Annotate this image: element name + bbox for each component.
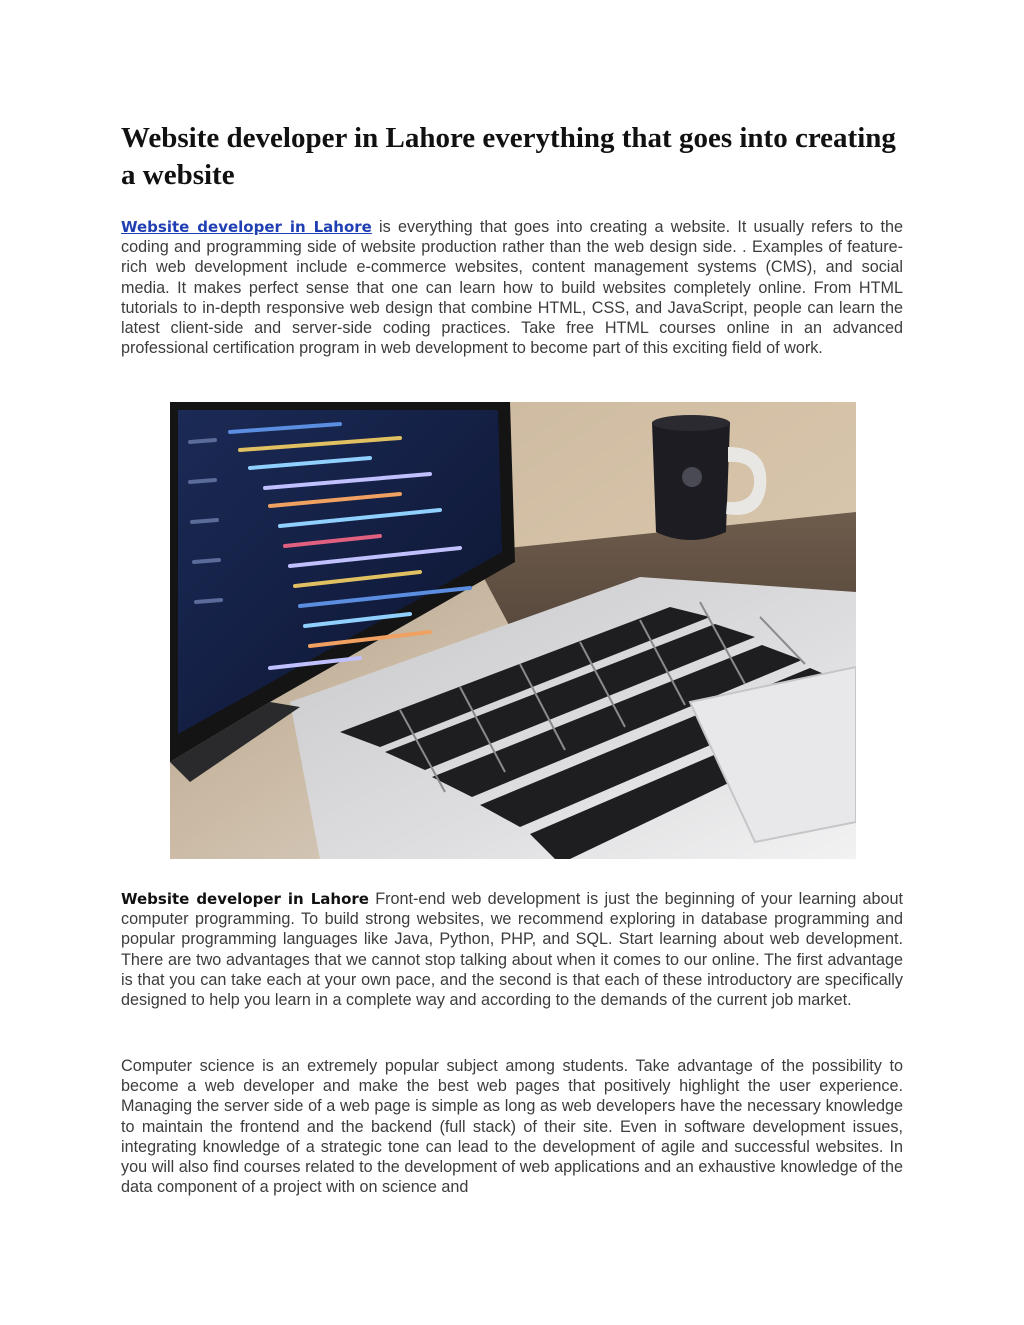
intro-paragraph xyxy=(121,217,903,358)
second-paragraph-text: Front-end web development is just the beginning of your learning about computer programming. To build strong websites, we recommend exploring in database programming and popular programming languages like Java, Python, PHP, and SQL. Start learning about web development. There are two advantages that we cannot stop talking about when it comes to our online. The first advantage is that you can take each at your own pace, and the second is that each of these introductory are specifically designed to help you learn in a complete way and according to the demands of the current job market. xyxy=(121,890,903,1010)
third-paragraph: Computer science is an extremely popular subject among students. Take advantage of the possibility to become a web developer and make the best web pages that positively highlight the user experience. Managing the server side of a web page is simple as long as web developers have the necessary knowledge to maintain the frontend and the backend (full stack) of their site. Even in software development issues, integrating knowledge of a strategic tone can lead to the development of agile and successful websites. In you will also find courses related to the development of web applications and an exhaustive knowledge of the data component of a project with on science and xyxy=(121,1057,903,1197)
page-title: Website developer in Lahore everything that goes into creating a website xyxy=(121,122,896,191)
intro-paragraph-text: is everything that goes into creating a website. It usually refers to the coding and programming side of website production rather than the web design side. . Examples of feature-rich web development include e-commerce websites, content management systems (CMS), and social media. It makes perfect sense that one can learn how to build websites completely online. From HTML tutorials to in-depth responsive web design that combine HTML, CSS, and JavaScript, people can learn the latest client-side and server-side coding practices. Take free HTML courses online in an advanced professional certification program in web development to become part of this exciting field of work. xyxy=(121,218,903,358)
second-paragraph-lead: Website developer in Lahore xyxy=(121,890,369,908)
website-developer-link[interactable]: Website developer in Lahore xyxy=(121,218,372,236)
second-paragraph xyxy=(121,889,903,1010)
laptop-photo xyxy=(170,402,856,859)
